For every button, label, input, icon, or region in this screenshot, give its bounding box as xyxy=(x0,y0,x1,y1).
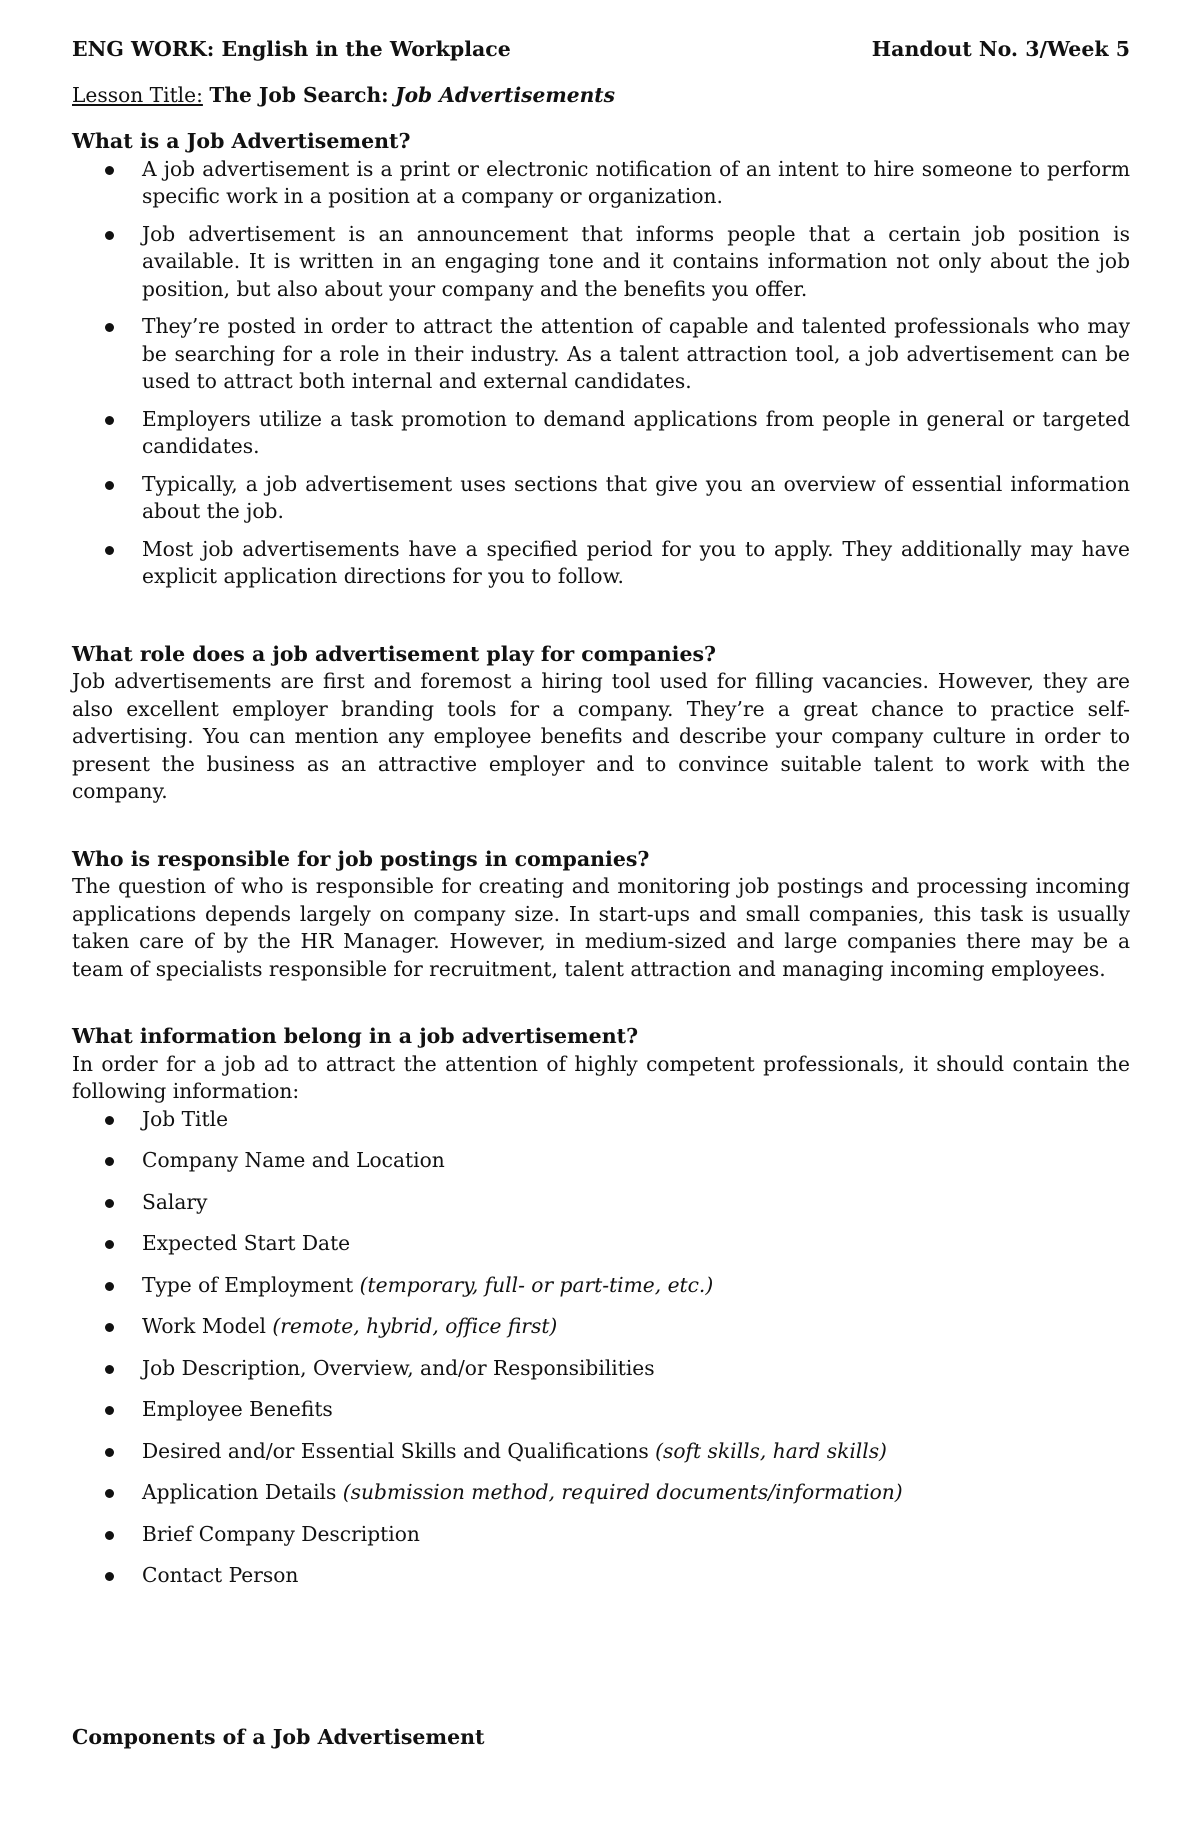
list-item-text: Type of Employment xyxy=(142,1272,360,1297)
bullet-icon xyxy=(105,546,114,555)
bullet-icon xyxy=(105,416,114,425)
list-item-text: Application Details xyxy=(142,1480,343,1504)
list-item xyxy=(72,471,1130,526)
section-heading-components: Components of a Job Advertisement xyxy=(72,1724,485,1749)
list-item-text: Job advertisement is an announcement that informs people that a certain job position is available. It is written in an engaging tone and it contains information not only about the job position, but also about your company and the benefits you offer. xyxy=(142,221,1130,301)
what-is-bullet-list xyxy=(72,156,1130,591)
list-item-note: (submission method, required documents/information) xyxy=(342,1480,903,1504)
list-item-text: Salary xyxy=(142,1189,208,1214)
list-item-text: Company Name and Location xyxy=(142,1148,445,1172)
list-item-text: Work Model xyxy=(142,1314,273,1338)
document-page xyxy=(72,36,1130,1751)
section-body-responsible: The question of who is responsible for creating and monitoring job postings and processing incoming applications depends largely on company size. In start-ups and small companies, this task is usually taken care of by the HR Manager. However, in medium-sized and large companies there may be a team of specialists responsible for recruitment, talent attraction and managing incoming employees. xyxy=(72,874,1130,981)
list-item-text: A job advertisement is a print or electronic notification of an intent to hire someone to perform specific work in a position at a company or organization. xyxy=(142,156,1130,208)
bullet-icon xyxy=(105,323,114,332)
list-item xyxy=(72,1189,1130,1217)
section-body-role: Job advertisements are first and foremost a hiring tool used for filling vacancies. However, they are also excellent employer branding tools for a company. They’re a great chance to practice self-advertising. You can mention any employee benefits and describe your company culture in order to present the business as an attractive employer and to convince suitable talent to work with the company. xyxy=(72,669,1130,803)
bullet-icon xyxy=(105,1157,114,1166)
list-item-text: Job Title xyxy=(142,1106,229,1131)
list-item xyxy=(72,1272,1130,1300)
bullet-icon xyxy=(105,1199,114,1208)
lesson-title: The Job Search: xyxy=(209,83,389,107)
lesson-title-label: Lesson Title: xyxy=(72,83,203,107)
list-item xyxy=(72,1396,1130,1424)
list-item xyxy=(72,1230,1130,1258)
list-item-text: Typically, a job advertisement uses sections that give you an overview of essential information about the job. xyxy=(142,471,1130,523)
bullet-icon xyxy=(105,1531,114,1540)
bullet-icon xyxy=(105,1282,114,1291)
lesson-title-line xyxy=(72,82,1130,110)
bullet-icon xyxy=(105,1116,114,1125)
information-item-list xyxy=(72,1106,1130,1590)
list-item-text: Expected Start Date xyxy=(142,1231,351,1255)
section-heading-role: What role does a job advertisement play for companies? xyxy=(72,641,717,666)
list-item-text: Contact Person xyxy=(142,1563,299,1587)
section-heading-information: What information belong in a job advertisement? xyxy=(72,1024,639,1048)
bullet-icon xyxy=(105,166,114,175)
list-item-text: Employee Benefits xyxy=(142,1397,333,1421)
list-item xyxy=(72,536,1130,591)
lesson-title-italic: Job Advertisements xyxy=(395,83,615,107)
section-heading-responsible: Who is responsible for job postings in companies? xyxy=(72,846,650,871)
list-item-text: They’re posted in order to attract the attention of capable and talented professionals who may be searching for a role in their industry. As a talent attraction tool, a job advertisement can be used to attract both internal and external candidates. xyxy=(142,314,1130,393)
list-item-text: Brief Company Description xyxy=(142,1521,420,1546)
list-item xyxy=(72,1521,1130,1549)
section-heading-what-is: What is a Job Advertisement? xyxy=(72,129,411,153)
list-item-note: (remote, hybrid, office first) xyxy=(272,1314,558,1338)
list-item xyxy=(72,1313,1130,1341)
bullet-icon xyxy=(105,1323,114,1332)
bullet-icon xyxy=(105,1240,114,1249)
list-item xyxy=(72,1562,1130,1590)
course-title: ENG WORK: English in the Workplace xyxy=(72,37,511,61)
list-item xyxy=(72,156,1130,211)
bullet-icon xyxy=(105,1365,114,1374)
list-item xyxy=(72,406,1130,461)
list-item-text: Job Description, Overview, and/or Responsibilities xyxy=(142,1355,655,1380)
list-item xyxy=(72,313,1130,396)
list-item-text: Desired and/or Essential Skills and Qualifications xyxy=(142,1438,656,1463)
list-item xyxy=(72,1106,1130,1134)
list-item xyxy=(72,1438,1130,1466)
list-item-text: Employers utilize a task promotion to demand applications from people in general or targeted candidates. xyxy=(142,406,1130,458)
list-item-note: (temporary, full- or part-time, etc.) xyxy=(359,1272,714,1297)
list-item xyxy=(72,1355,1130,1383)
list-item xyxy=(72,1479,1130,1507)
bullet-icon xyxy=(105,231,114,240)
document-header xyxy=(72,36,1130,64)
list-item xyxy=(72,221,1130,304)
bullet-icon xyxy=(105,1489,114,1498)
section-intro-information: In order for a job ad to attract the attention of highly competent professionals, it should contain the following information: xyxy=(72,1051,1130,1103)
bullet-icon xyxy=(105,1448,114,1457)
bullet-icon xyxy=(105,481,114,490)
bullet-icon xyxy=(105,1572,114,1581)
bullet-icon xyxy=(105,1406,114,1415)
list-item-note: (soft skills, hard skills) xyxy=(655,1438,887,1463)
handout-number: Handout No. 3/Week 5 xyxy=(871,37,1130,61)
list-item xyxy=(72,1147,1130,1175)
list-item-text: Most job advertisements have a specified period for you to apply. They additionally may have explicit application directions for you to follow. xyxy=(142,536,1130,588)
